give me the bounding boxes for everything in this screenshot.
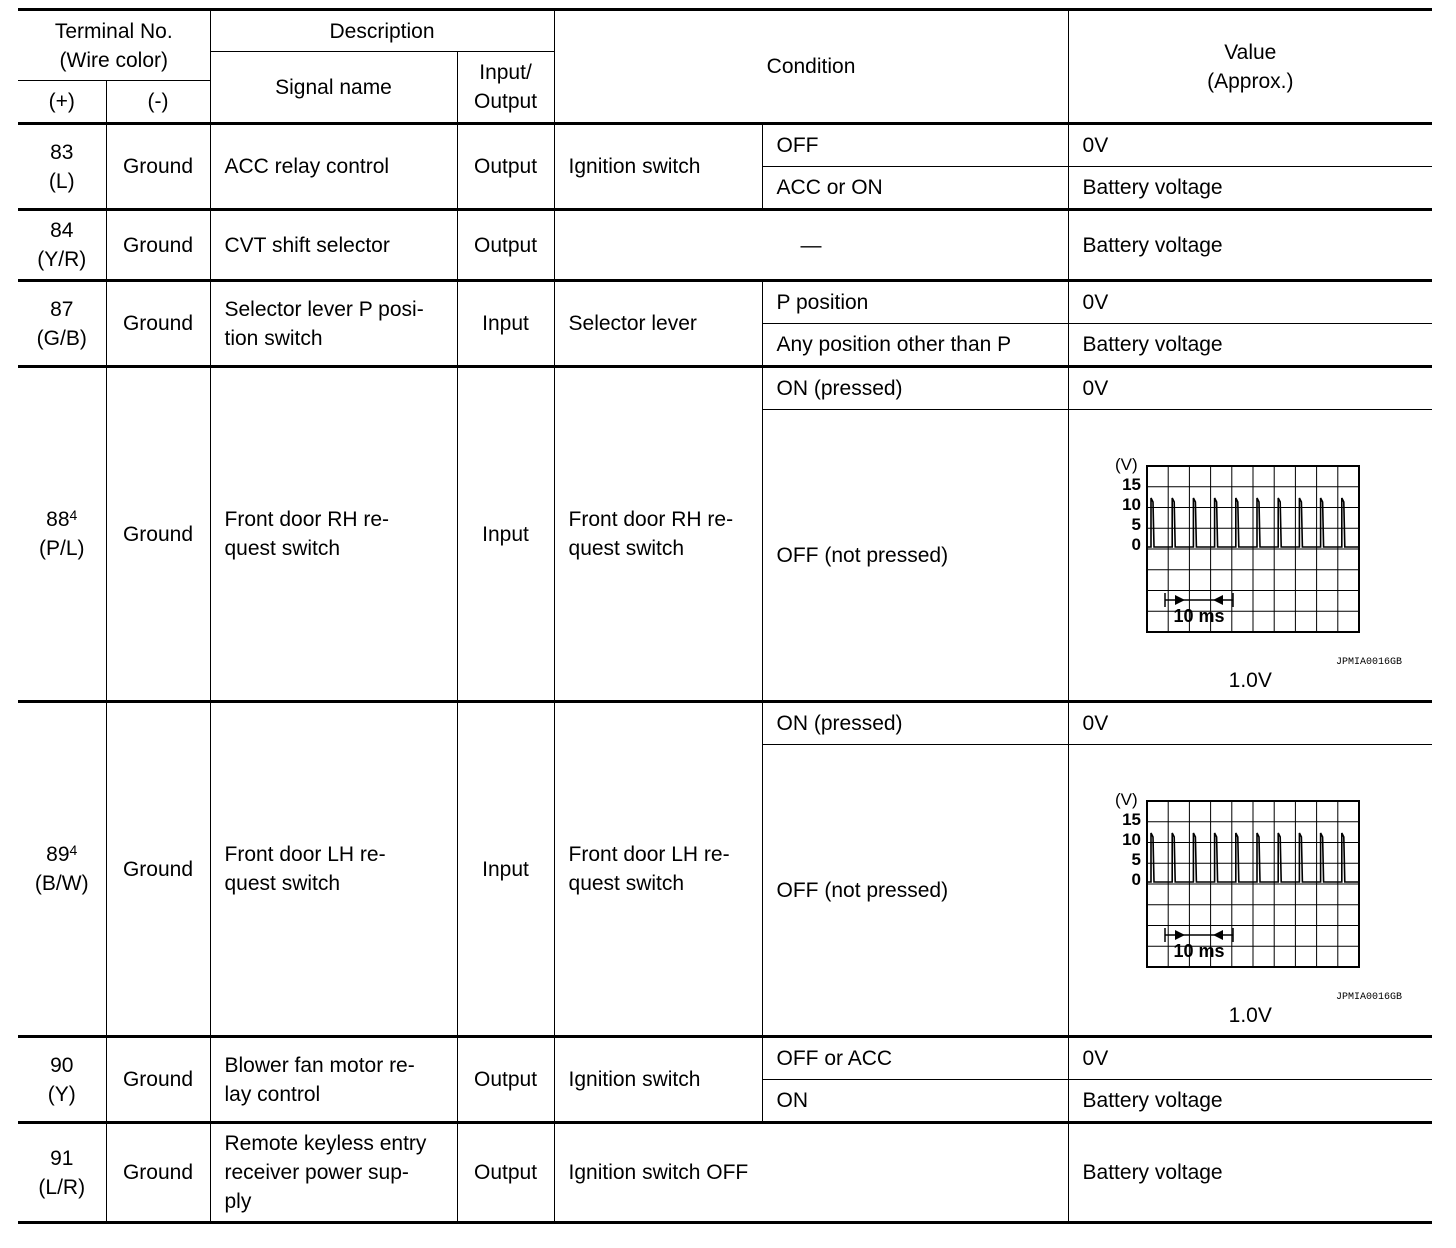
value-cell: Battery voltage	[1068, 167, 1432, 210]
sub-condition-cell: ON	[762, 1080, 1068, 1123]
footnote-marker: 4	[69, 507, 78, 523]
terminal-cell	[18, 210, 106, 281]
waveform	[1069, 745, 1433, 1035]
header-io-label-2: Output	[473, 90, 538, 113]
sub-condition-cell: Any position other than P	[762, 324, 1068, 367]
signal-name-line: Front door LH re-	[224, 843, 386, 866]
io-cell: Output	[457, 124, 554, 210]
y-unit-label: (V)	[1114, 790, 1138, 809]
waveform-value-cell	[1068, 410, 1432, 702]
signal-name-cell: CVT shift selector	[210, 210, 457, 281]
terminal-cell	[18, 124, 106, 210]
condition-cell	[554, 367, 762, 702]
terminal-cell	[18, 281, 106, 367]
condition-cell: —	[554, 210, 1068, 281]
terminal-number: 91	[50, 1146, 74, 1170]
waveform-value: 1.0V	[1228, 669, 1272, 692]
y-tick-label: 0	[1131, 870, 1141, 889]
table-row	[18, 702, 1432, 745]
value-cell: 0V	[1068, 367, 1432, 410]
sub-condition-cell: ON (pressed)	[762, 367, 1068, 410]
value-cell: Battery voltage	[1068, 1080, 1432, 1123]
condition-cell: Ignition switch OFF	[554, 1123, 1068, 1223]
waveform-value-cell	[1068, 745, 1432, 1037]
signal-name-cell: ACC relay control	[210, 124, 457, 210]
arrow-right-icon	[1175, 595, 1185, 605]
terminal-number: $89^4$	[46, 842, 78, 866]
signal-name-cell	[210, 367, 457, 702]
wire-color: (P/L)	[38, 537, 85, 560]
terminal-number: 87	[50, 297, 74, 321]
terminal-cell	[18, 702, 106, 1037]
signal-name-line: lay control	[224, 1082, 321, 1106]
signal-name-line: receiver power sup-	[224, 1161, 409, 1184]
ground-cell: Ground	[106, 367, 210, 702]
terminal-cell	[18, 367, 106, 702]
signal-name-cell	[210, 1037, 457, 1123]
signal-name-line: ply	[224, 1190, 252, 1213]
table-row	[18, 1037, 1432, 1080]
header-approx-label: (Approx.)	[1207, 69, 1294, 93]
arrow-left-icon	[1213, 930, 1223, 940]
arrow-left-icon	[1213, 595, 1223, 605]
y-tick-label: 5	[1131, 515, 1141, 534]
table-row	[18, 281, 1432, 324]
ground-cell: Ground	[106, 281, 210, 367]
header-value-label: Value	[1224, 40, 1277, 64]
wire-color: (B/W)	[34, 872, 89, 895]
terminal-number: 90	[50, 1053, 74, 1077]
footnote-marker: 4	[69, 842, 78, 858]
signal-name-line: quest switch	[224, 872, 341, 895]
y-tick-label: 15	[1121, 475, 1141, 494]
figure-reference: JPMIA0016GB	[1336, 992, 1403, 1003]
signal-name-cell	[210, 1123, 457, 1223]
waveform-value: 1.0V	[1228, 1004, 1272, 1027]
condition-cell: Ignition switch	[554, 1037, 762, 1123]
header-condition: Condition	[554, 10, 1068, 124]
signal-name-line: quest switch	[224, 537, 341, 560]
condition-line: quest switch	[568, 872, 685, 895]
value-cell: 0V	[1068, 1037, 1432, 1080]
condition-cell	[554, 702, 762, 1037]
sub-condition-cell: P position	[762, 281, 1068, 324]
time-division-label: 10 ms	[1173, 941, 1225, 961]
condition-line: quest switch	[568, 537, 685, 560]
io-cell: Output	[457, 1037, 554, 1123]
sub-condition-cell: ON (pressed)	[762, 702, 1068, 745]
ground-cell: Ground	[106, 702, 210, 1037]
signal-name-line: tion switch	[224, 326, 323, 350]
signal-name-line: Blower fan motor re-	[224, 1053, 415, 1077]
terminal-number: $88^4$	[46, 507, 78, 531]
sub-condition-cell: OFF	[762, 124, 1068, 167]
header-plus: (+)	[18, 81, 106, 124]
sub-condition-cell: OFF or ACC	[762, 1037, 1068, 1080]
wire-color: (Y)	[47, 1082, 76, 1106]
time-division-label: 10 ms	[1173, 606, 1225, 626]
sub-condition-cell: OFF (not pressed)	[762, 745, 1068, 1037]
wire-color: (L)	[48, 169, 75, 193]
ground-cell: Ground	[106, 124, 210, 210]
ground-cell: Ground	[106, 210, 210, 281]
figure-reference: JPMIA0016GB	[1336, 657, 1403, 668]
io-cell: Input	[457, 702, 554, 1037]
arrow-right-icon	[1175, 930, 1185, 940]
terminal-number: 84	[50, 219, 74, 242]
signal-name-line: Front door RH re-	[224, 508, 390, 531]
y-tick-label: 0	[1131, 535, 1141, 554]
io-cell: Output	[457, 210, 554, 281]
header-signal-name: Signal name	[210, 52, 457, 124]
value-cell: 0V	[1068, 281, 1432, 324]
waveform	[1069, 410, 1433, 700]
signal-name-line: Selector lever P posi-	[224, 297, 424, 321]
header-terminal-label: Terminal No.	[54, 19, 173, 43]
ground-cell: Ground	[106, 1037, 210, 1123]
header-terminal-no	[18, 10, 210, 81]
signal-name-line: Remote keyless entry	[224, 1132, 427, 1155]
condition-line: Front door LH re-	[568, 843, 730, 866]
io-cell: Input	[457, 281, 554, 367]
value-cell: 0V	[1068, 702, 1432, 745]
header-description: Description	[210, 10, 554, 52]
terminal-number: 83	[50, 140, 74, 164]
table-row	[18, 124, 1432, 167]
y-tick-label: 10	[1121, 830, 1141, 849]
y-tick-label: 10	[1121, 495, 1141, 514]
y-unit-label: (V)	[1114, 455, 1138, 474]
table-row	[18, 1123, 1432, 1223]
signal-name-cell	[210, 702, 457, 1037]
value-cell: Battery voltage	[1068, 1123, 1432, 1223]
condition-cell: Selector lever	[554, 281, 762, 367]
terminal-cell	[18, 1037, 106, 1123]
sub-condition-cell: ACC or ON	[762, 167, 1068, 210]
io-cell: Input	[457, 367, 554, 702]
condition-line: Front door RH re-	[568, 508, 734, 531]
header-input-output	[457, 52, 554, 124]
wire-color: (G/B)	[36, 326, 87, 350]
ground-cell: Ground	[106, 1123, 210, 1223]
header-value	[1068, 10, 1432, 124]
header-minus: (-)	[106, 81, 210, 124]
header-wire-color-label: (Wire color)	[59, 48, 168, 72]
table-row	[18, 367, 1432, 410]
y-tick-label: 5	[1131, 850, 1141, 869]
terminal-cell	[18, 1123, 106, 1223]
terminal-table	[18, 8, 1432, 1224]
header-io-label-1: Input/	[479, 61, 532, 84]
value-cell: Battery voltage	[1068, 324, 1432, 367]
sub-condition-cell: OFF (not pressed)	[762, 410, 1068, 702]
table-row	[18, 210, 1432, 281]
wire-color: (L/R)	[38, 1175, 86, 1199]
signal-name-cell	[210, 281, 457, 367]
wire-color: (Y/R)	[37, 248, 87, 271]
condition-cell: Ignition switch	[554, 124, 762, 210]
value-cell: Battery voltage	[1068, 210, 1432, 281]
value-cell: 0V	[1068, 124, 1432, 167]
io-cell: Output	[457, 1123, 554, 1223]
y-tick-label: 15	[1121, 810, 1141, 829]
